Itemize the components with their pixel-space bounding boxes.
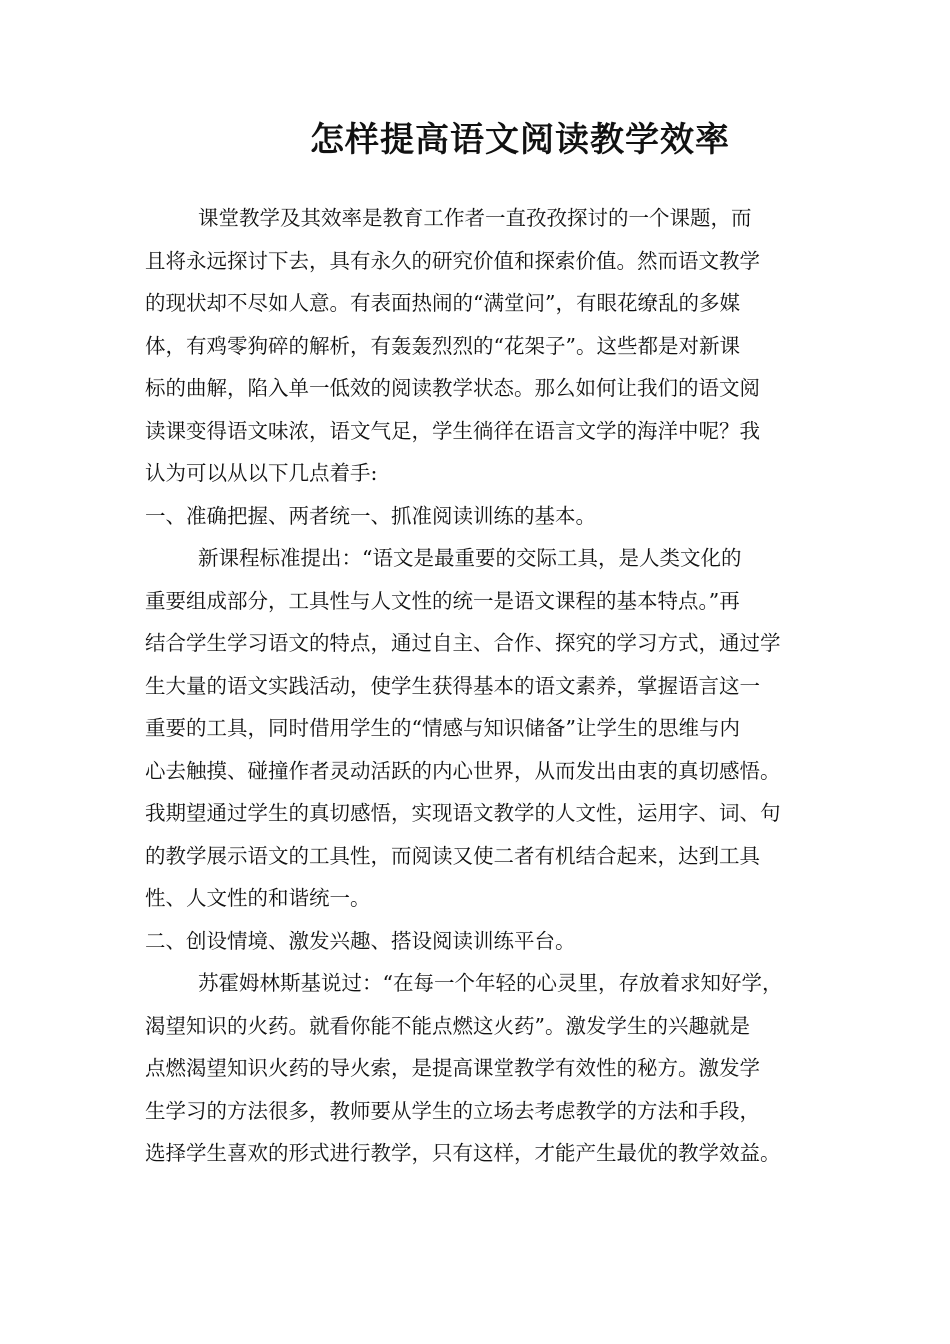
paragraph-line-2: 且将永远探讨下去，具有永久的研究价值和探索价值。然而语文教学 xyxy=(145,249,760,273)
paragraph-line-19: 点燃渴望知识火药的导火索，是提高课堂教学有效性的秘方。激发学 xyxy=(145,1056,760,1080)
paragraph-line-7: 认为可以从以下几点着手: xyxy=(145,461,378,485)
paragraph-line-1: 课堂教学及其效率是教育工作者一直孜孜探讨的一个课题，而 xyxy=(198,206,752,230)
section-heading-2: 二、创设情境、激发兴趣、搭设阅读训练平台。 xyxy=(145,929,576,953)
paragraph-line-5: 标的曲解，陷入单一低效的阅读教学状态。那么如何让我们的语文阅 xyxy=(145,376,760,400)
paragraph-line-16: 性、人文性的和谐统一。 xyxy=(145,886,371,910)
paragraph-line-6: 读课变得语文味浓，语文气足，学生徜徉在语言文学的海洋中呢？我 xyxy=(145,419,760,443)
paragraph-line-9: 重要组成部分，工具性与人文性的统一是语文课程的基本特点。”再 xyxy=(145,589,740,613)
paragraph-line-15: 的教学展示语文的工具性，而阅读又使二者有机结合起来，达到工具 xyxy=(145,844,760,868)
paragraph-line-3: 的现状却不尽如人意。有表面热闹的“满堂问”，有眼花缭乱的多媒 xyxy=(145,291,740,315)
paragraph-line-18: 渴望知识的火药。就看你能不能点燃这火药”。激发学生的兴趣就是 xyxy=(145,1014,750,1038)
paragraph-line-8: 新课程标准提出：“语文是最重要的交际工具，是人类文化的 xyxy=(198,546,742,570)
paragraph-line-20: 生学习的方法很多，教师要从学生的立场去考虑教学的方法和手段， xyxy=(145,1099,760,1123)
paragraph-line-13: 心去触摸、碰撞作者灵动活跃的内心世界，从而发出由衷的真切感悟。 xyxy=(145,759,781,783)
paragraph-line-21: 选择学生喜欢的形式进行教学，只有这样，才能产生最优的教学效益。 xyxy=(145,1141,781,1165)
paragraph-line-10: 结合学生学习语文的特点，通过自主、合作、探究的学习方式，通过学 xyxy=(145,631,781,655)
document-title: 怎样提高语文阅读教学效率 xyxy=(310,120,730,160)
paragraph-line-11: 生大量的语文实践活动，使学生获得基本的语文素养，掌握语言这一 xyxy=(145,674,760,698)
section-heading-1: 一、准确把握、两者统一、抓准阅读训练的基本。 xyxy=(145,504,596,528)
paragraph-line-14: 我期望通过学生的真切感悟，实现语文教学的人文性，运用字、词、句 xyxy=(145,801,781,825)
paragraph-line-12: 重要的工具，同时借用学生的“情感与知识储备”让学生的思维与内 xyxy=(145,716,740,740)
paragraph-line-17: 苏霍姆林斯基说过：“在每一个年轻的心灵里，存放着求知好学， xyxy=(198,971,783,995)
paragraph-line-4: 体，有鸡零狗碎的解析，有轰轰烈烈的“花架子”。这些都是对新课 xyxy=(145,334,740,358)
